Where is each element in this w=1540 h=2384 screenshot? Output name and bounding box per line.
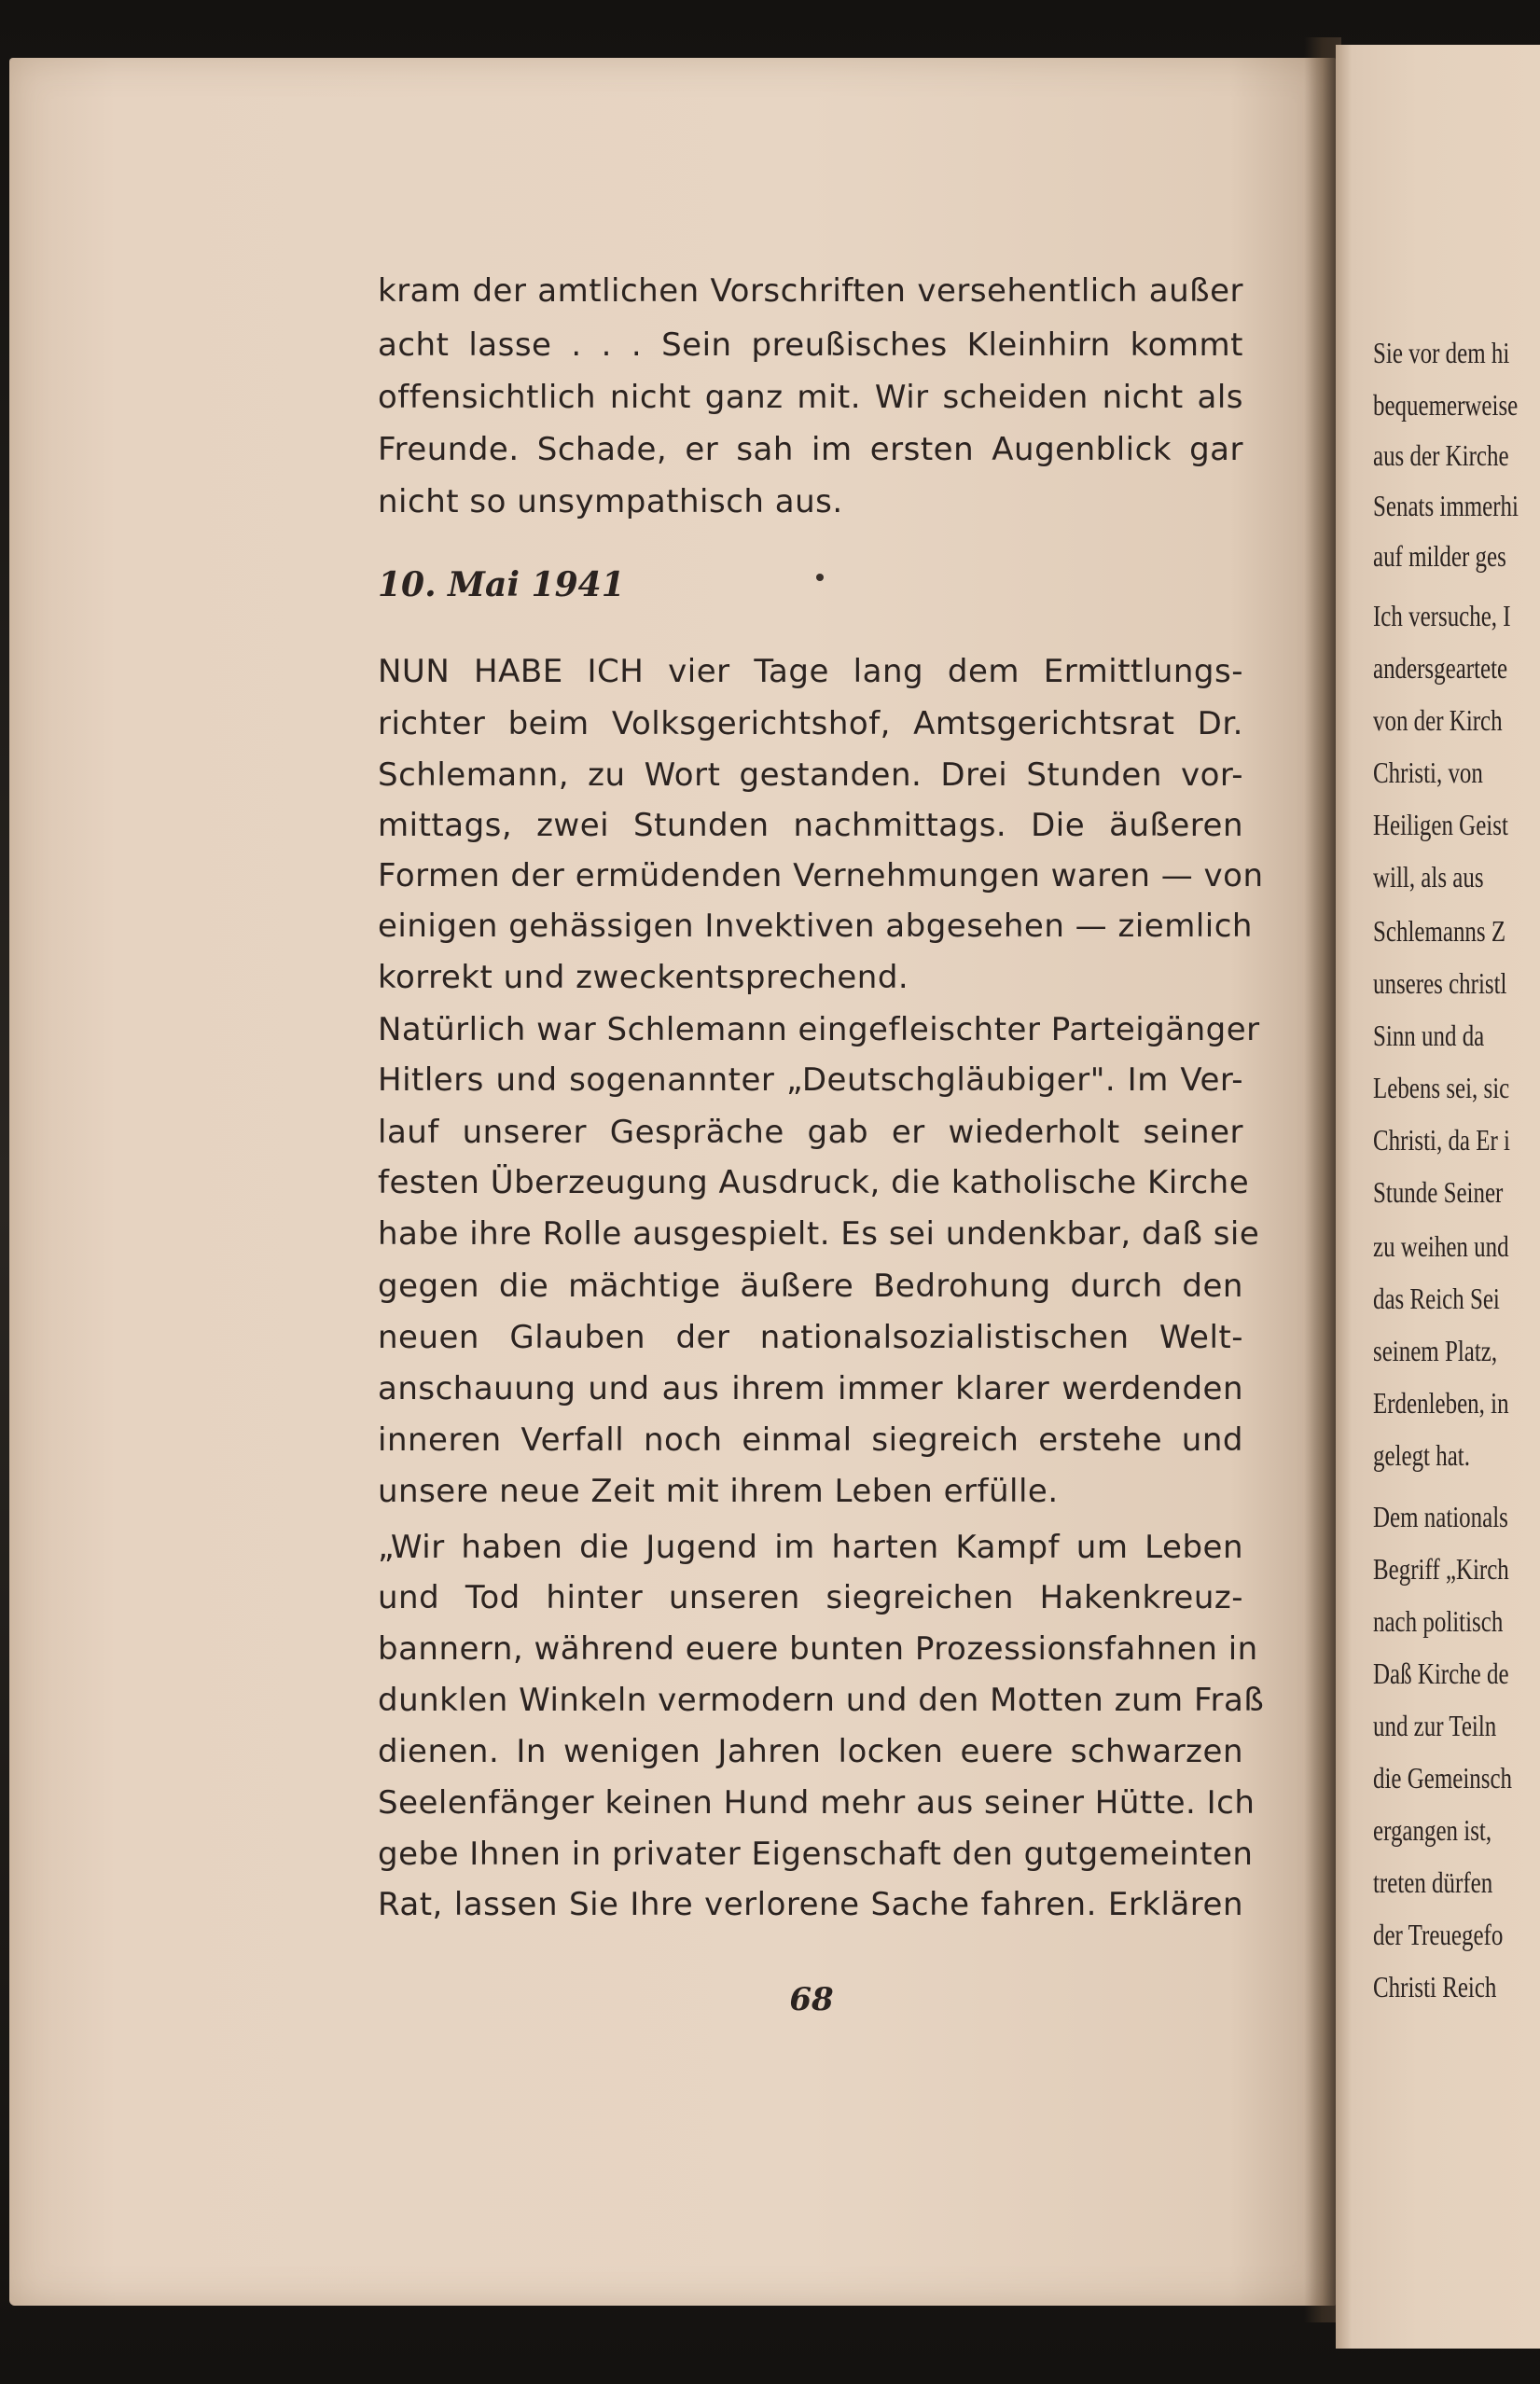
text-line: dunklen Winkeln vermodern und den Motten zum Fraß xyxy=(378,1682,1265,1719)
text-line: Rat, lassen Sie Ihre verlorene Sache fahren. Erklären xyxy=(378,1886,1243,1923)
text-line: und Tod hinter unseren siegreichen Hakenkreuz- xyxy=(378,1579,1243,1616)
text-line: Lebens sei, sic xyxy=(1373,1071,1510,1104)
text-line: Erdenleben, in xyxy=(1373,1386,1509,1420)
text-line: Senats immerhi xyxy=(1373,489,1519,522)
text-line: dienen. In wenigen Jahren locken euere schwarzen xyxy=(378,1733,1243,1770)
text-line: Schlemanns Z xyxy=(1373,914,1506,948)
text-line: inneren Verfall noch einmal siegreich erstehe und xyxy=(378,1421,1243,1459)
text-line: Dem nationals xyxy=(1373,1500,1508,1533)
text-line: Christi, von xyxy=(1373,755,1483,789)
text-line: andersgeartete xyxy=(1373,651,1508,685)
text-line: nach politisch xyxy=(1373,1604,1504,1638)
text-line: gebe Ihnen in privater Eigenschaft den gutgemeinten xyxy=(378,1836,1254,1873)
text-line: Heiligen Geist xyxy=(1373,808,1508,841)
text-line: unsere neue Zeit mit ihrem Leben erfülle. xyxy=(378,1473,1059,1510)
text-line: und zur Teiln xyxy=(1373,1709,1497,1742)
entry-date-heading: 10. Mai 1941 xyxy=(378,565,625,604)
ink-speck xyxy=(816,574,824,581)
text-line: Schlemann, zu Wort gestanden. Drei Stunden vor- xyxy=(378,756,1243,794)
text-line: „Wir haben die Jugend im harten Kampf um Leben xyxy=(378,1529,1243,1566)
text-line: gelegt hat. xyxy=(1373,1438,1470,1472)
page-number: 68 xyxy=(789,1981,834,2018)
text-line: mittags, zwei Stunden nachmittags. Die äußeren xyxy=(378,807,1243,844)
text-line: Stunde Seiner xyxy=(1373,1175,1504,1209)
text-line: der Treuegefo xyxy=(1373,1918,1504,1951)
text-line: anschauung und aus ihrem immer klarer werdenden xyxy=(378,1370,1243,1407)
text-line: richter beim Volksgerichtshof, Amtsgerichtsrat Dr. xyxy=(378,705,1243,742)
text-line: zu weihen und xyxy=(1373,1229,1509,1263)
text-line: Christi, da Er i xyxy=(1373,1123,1510,1157)
text-line: Ich versuche, I xyxy=(1373,599,1511,632)
text-line: habe ihre Rolle ausgespielt. Es sei undenkbar, daß sie xyxy=(378,1215,1260,1253)
text-line: von der Kirch xyxy=(1373,703,1503,737)
text-line: treten dürfen xyxy=(1373,1865,1493,1899)
text-line: Sie vor dem hi xyxy=(1373,336,1510,369)
text-line: Hitlers und sogenannter „Deutschgläubiger". Im Ver- xyxy=(378,1061,1243,1099)
text-line: korrekt und zweckentsprechend. xyxy=(378,959,909,996)
text-line: Natürlich war Schlemann eingefleischter Parteigänger xyxy=(378,1011,1260,1048)
text-line: Daß Kirche de xyxy=(1373,1656,1509,1690)
right-page xyxy=(1336,45,1540,2349)
text-line: Freunde. Schade, er sah im ersten Augenblick gar xyxy=(378,431,1243,468)
text-line: ergangen ist, xyxy=(1373,1813,1492,1847)
text-line: will, als aus xyxy=(1373,860,1484,894)
text-line: auf milder ges xyxy=(1373,539,1506,573)
text-line: offensichtlich nicht ganz mit. Wir scheiden nicht als xyxy=(378,379,1243,416)
text-line: seinem Platz, xyxy=(1373,1334,1498,1367)
text-line: acht lasse . . . Sein preußisches Kleinhirn kommt xyxy=(378,326,1243,364)
text-line: nicht so unsympathisch aus. xyxy=(378,483,843,520)
text-line: die Gemeinsch xyxy=(1373,1761,1513,1795)
text-line: neuen Glauben der nationalsozialistischen Welt- xyxy=(378,1319,1243,1356)
text-line: das Reich Sei xyxy=(1373,1282,1500,1315)
text-line: einigen gehässigen Invektiven abgesehen — ziemlich xyxy=(378,908,1253,945)
text-line: Sinn und da xyxy=(1373,1019,1485,1052)
text-line: Christi Reich xyxy=(1373,1970,1497,2003)
text-line: bannern, während euere bunten Prozessionsfahnen in xyxy=(378,1630,1258,1668)
text-line: lauf unserer Gespräche gab er wiederholt seiner xyxy=(378,1114,1243,1151)
text-line: NUN HABE ICH vier Tage lang dem Ermittlungs- xyxy=(378,653,1243,690)
text-line: aus der Kirche xyxy=(1373,438,1509,472)
text-line: Formen der ermüdenden Vernehmungen waren — von xyxy=(378,857,1264,894)
text-line: unseres christl xyxy=(1373,966,1507,1000)
text-line: festen Überzeugung Ausdruck, die katholische Kirche xyxy=(378,1164,1250,1201)
text-line: Begriff „Kirch xyxy=(1373,1552,1509,1586)
text-line: gegen die mächtige äußere Bedrohung durch den xyxy=(378,1268,1243,1305)
text-line: Seelenfänger keinen Hund mehr aus seiner Hütte. Ich xyxy=(378,1784,1256,1822)
text-line: bequemerweise xyxy=(1373,388,1519,422)
text-line: kram der amtlichen Vorschriften versehentlich außer xyxy=(378,272,1243,310)
